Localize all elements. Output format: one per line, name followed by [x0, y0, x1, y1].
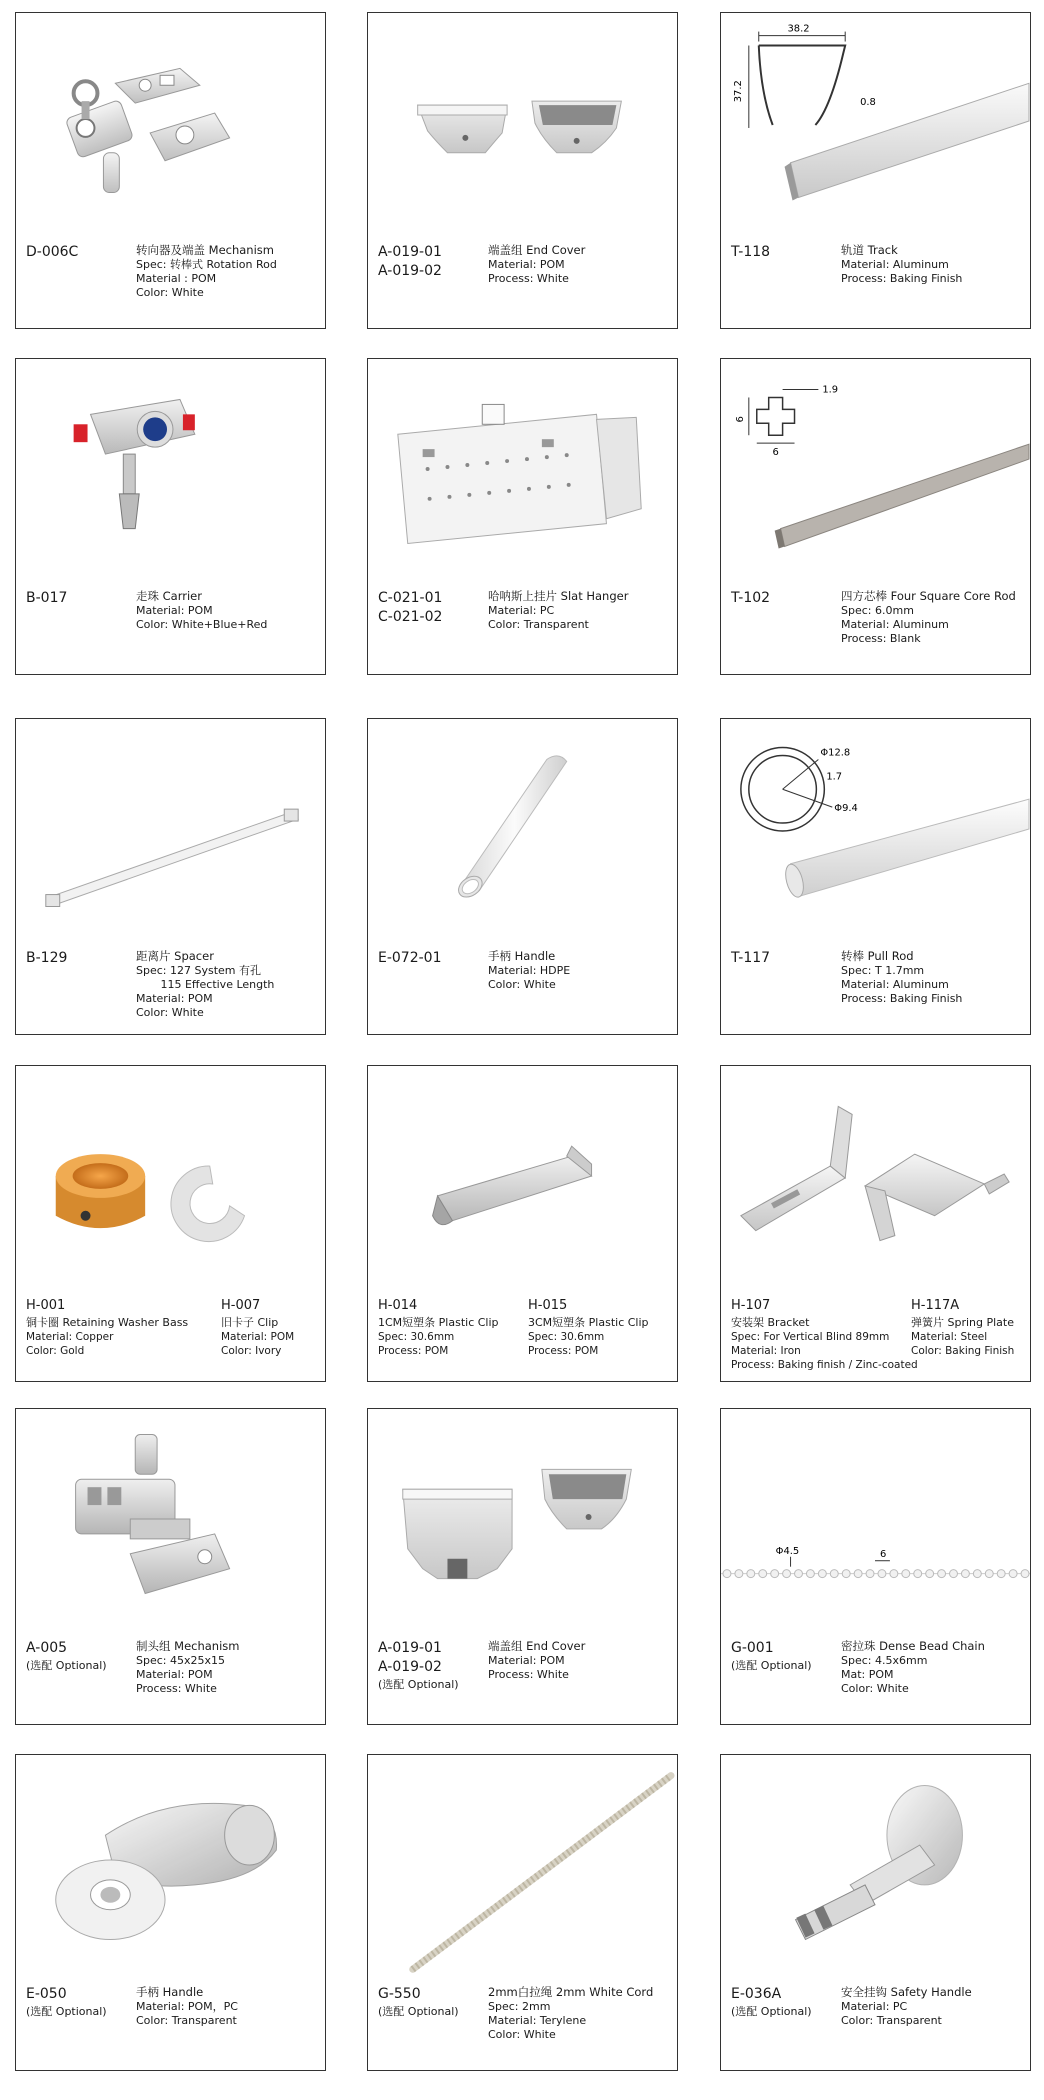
head-mechanism-icon [16, 1409, 325, 1629]
cord-icon [368, 1755, 677, 1975]
optional-label: (选配 Optional) [731, 1659, 812, 1672]
product-spec: Spec: 127 System 有孔 [136, 964, 261, 977]
product-card-b-129 [15, 718, 326, 1035]
end-cover-icon [368, 1409, 677, 1629]
product-spec: Material: POM [136, 604, 213, 617]
product-spec: 115 Effective Length [136, 978, 275, 991]
product-code: E-050 [26, 1986, 67, 2002]
product-spec: Material: POM [136, 1668, 213, 1681]
product-spec: Process: Baking Finish [841, 992, 963, 1005]
product-spec: Color: White [136, 1006, 204, 1019]
pull-rod-icon [721, 719, 1030, 939]
product-code: A-019-02 [378, 263, 442, 279]
product-card-h-001-h-007 [15, 1065, 326, 1382]
dim-width: 38.2 [787, 23, 810, 35]
dim-bead: Φ4.5 [775, 1545, 800, 1557]
product-spec: Material: Iron [731, 1345, 801, 1357]
dim-pitch: 6 [879, 1548, 887, 1560]
product-spec: Process: White [488, 1668, 569, 1681]
product-spec: Process: White [488, 272, 569, 285]
product-card-d-006c [15, 12, 326, 329]
product-spec: Spec: 6.0mm [841, 604, 914, 617]
product-spec: Material: POM [136, 992, 213, 1005]
product-spec: Material: PC [841, 2000, 908, 2013]
optional-label: (选配 Optional) [26, 1659, 107, 1672]
product-title: 轨道 Track [841, 243, 898, 257]
product-spec: Material: Steel [911, 1331, 988, 1343]
product-title: 弹簧片 Spring Plate [911, 1316, 1015, 1329]
product-spec: Process: Baking Finish [841, 272, 963, 285]
product-spec: Material: POM [221, 1331, 295, 1343]
slat-hanger-icon [368, 359, 677, 579]
product-code: T-118 [731, 244, 771, 260]
product-spec: Color: Transparent [488, 618, 589, 631]
product-spec: Material : POM [136, 272, 217, 285]
product-spec: Material: Copper [26, 1331, 114, 1343]
dim-inner: Φ9.4 [834, 803, 858, 815]
product-spec: Color: White [488, 2028, 556, 2041]
product-code: H-014 [378, 1298, 418, 1313]
product-card-g-550 [367, 1754, 678, 2071]
product-spec: Spec: T 1.7mm [841, 964, 925, 977]
bracket-icon [721, 1066, 1030, 1286]
dim-height: 37.2 [732, 80, 744, 103]
plastic-clip-icon [368, 1066, 677, 1286]
handle-tube-icon [368, 719, 677, 939]
product-code: A-019-01 [378, 244, 442, 260]
spacer-icon [16, 719, 325, 939]
product-card-c-021 [367, 358, 678, 675]
end-cover-icon [368, 13, 677, 233]
product-title: 手柄 Handle [136, 1985, 204, 1999]
product-spec: Material: Terylene [488, 2014, 587, 2027]
product-code: C-021-02 [378, 609, 443, 625]
product-code: E-072-01 [378, 950, 442, 966]
dim-outer: Φ12.8 [820, 747, 851, 759]
product-spec: Material: PC [488, 604, 555, 617]
product-title: 1CM短塑条 Plastic Clip [378, 1316, 499, 1329]
product-title: 2mm白拉绳 2mm White Cord [488, 1985, 654, 1999]
optional-label: (选配 Optional) [378, 2005, 459, 2018]
product-spec: Spec: 30.6mm [378, 1331, 455, 1343]
bead-chain-icon [721, 1409, 1030, 1629]
product-spec: Spec: 30.6mm [528, 1331, 605, 1343]
dim-c: 6 [772, 447, 779, 459]
product-card-g-001 [720, 1408, 1031, 1725]
core-rod-icon [721, 359, 1030, 579]
product-spec: Color: Gold [26, 1345, 85, 1357]
product-spec: Material: Aluminum [841, 618, 949, 631]
product-title: 四方芯棒 Four Square Core Rod [841, 589, 1016, 603]
product-card-t-102 [720, 358, 1031, 675]
product-title: 端盖组 End Cover [488, 243, 586, 257]
product-code: T-102 [731, 590, 771, 606]
product-code: A-005 [26, 1640, 68, 1656]
product-spec: Color: Transparent [136, 2014, 237, 2027]
carrier-icon [16, 359, 325, 579]
track-icon [721, 13, 1030, 233]
product-title: 转棒 Pull Rod [841, 949, 914, 963]
product-spec: Process: POM [528, 1345, 599, 1357]
product-title: 旧卡子 Clip [221, 1316, 279, 1329]
optional-label: (选配 Optional) [26, 2005, 107, 2018]
product-title: 制头组 Mechanism [136, 1639, 240, 1653]
product-title: 走珠 Carrier [136, 589, 202, 603]
product-card-a-019-optional [367, 1408, 678, 1725]
product-spec: Mat: POM [841, 1668, 894, 1681]
product-title: 距离片 Spacer [136, 949, 214, 963]
product-title: 手柄 Handle [488, 949, 556, 963]
product-code: E-036A [731, 1986, 782, 2002]
product-spec: Color: Transparent [841, 2014, 942, 2027]
product-code: H-001 [26, 1298, 66, 1313]
product-spec: Material: Aluminum [841, 978, 949, 991]
product-card-a-019 [367, 12, 678, 329]
product-spec: Spec: For Vertical Blind 89mm [731, 1331, 890, 1343]
product-spec: Process: White [136, 1682, 217, 1695]
product-card-t-117 [720, 718, 1031, 1035]
product-spec: Spec: 4.5x6mm [841, 1654, 928, 1667]
product-card-e-036a [720, 1754, 1031, 2071]
product-code: A-019-02 [378, 1659, 442, 1675]
product-title: 3CM短塑条 Plastic Clip [528, 1316, 649, 1329]
product-code: A-019-01 [378, 1640, 442, 1656]
product-card-e-072-01 [367, 718, 678, 1035]
product-card-b-017 [15, 358, 326, 675]
dim-wall: 1.7 [826, 771, 843, 783]
product-spec: Color: White [136, 286, 204, 299]
product-title: 哈呐斯上挂片 Slat Hanger [488, 589, 629, 603]
product-spec: Material: POM [488, 1654, 565, 1667]
product-code: H-117A [911, 1298, 960, 1313]
product-code: B-129 [26, 950, 68, 966]
product-card-t-118 [720, 12, 1031, 329]
optional-label: (选配 Optional) [378, 1678, 459, 1691]
product-spec: Material: Aluminum [841, 258, 949, 271]
product-code: G-550 [378, 1986, 421, 2002]
product-card-h-014-h-015 [367, 1065, 678, 1382]
safety-handle-icon [721, 1755, 1030, 1975]
product-spec: Material: HDPE [488, 964, 571, 977]
product-spec: Material: POM，PC [136, 2000, 238, 2013]
product-card-h-107-h-117a [720, 1065, 1031, 1382]
product-spec: Spec: 转棒式 Rotation Rod [136, 258, 277, 271]
product-title: 安全挂钩 Safety Handle [841, 1985, 972, 1999]
product-code: H-015 [528, 1298, 568, 1313]
product-code: G-001 [731, 1640, 774, 1656]
product-code: C-021-01 [378, 590, 443, 606]
product-card-a-005 [15, 1408, 326, 1725]
washer-clip-icon [16, 1066, 325, 1286]
product-spec: Color: White [841, 1682, 909, 1695]
product-spec: Spec: 45x25x15 [136, 1654, 225, 1667]
product-code: H-007 [221, 1298, 261, 1313]
product-spec: Process: POM [378, 1345, 449, 1357]
product-code: B-017 [26, 590, 68, 606]
product-spec: Color: White+Blue+Red [136, 618, 268, 631]
product-spec: Process: Baking finish / Zinc-coated [731, 1359, 918, 1371]
dim-b: 6 [734, 416, 746, 423]
dim-thickness: 0.8 [860, 97, 876, 109]
product-code: T-117 [731, 950, 771, 966]
product-spec: Material: POM [488, 258, 565, 271]
optional-label: (选配 Optional) [731, 2005, 812, 2018]
product-title: 安装架 Bracket [731, 1316, 810, 1329]
pulley-handle-icon [16, 1755, 325, 1975]
product-title: 铜卡圈 Retaining Washer Bass [26, 1316, 189, 1329]
mechanism-icon [16, 13, 325, 233]
product-spec: Color: Ivory [221, 1345, 282, 1357]
product-code: D-006C [26, 244, 79, 260]
product-title: 转向器及端盖 Mechanism [136, 243, 274, 257]
product-spec: Color: Baking Finish [911, 1345, 1015, 1357]
product-title: 端盖组 End Cover [488, 1639, 586, 1653]
product-code: H-107 [731, 1298, 771, 1313]
product-title: 密拉珠 Dense Bead Chain [841, 1639, 985, 1653]
product-spec: Spec: 2mm [488, 2000, 551, 2013]
product-card-e-050 [15, 1754, 326, 2071]
dim-a: 1.9 [822, 384, 839, 396]
product-spec: Process: Blank [841, 632, 921, 645]
product-spec: Color: White [488, 978, 556, 991]
